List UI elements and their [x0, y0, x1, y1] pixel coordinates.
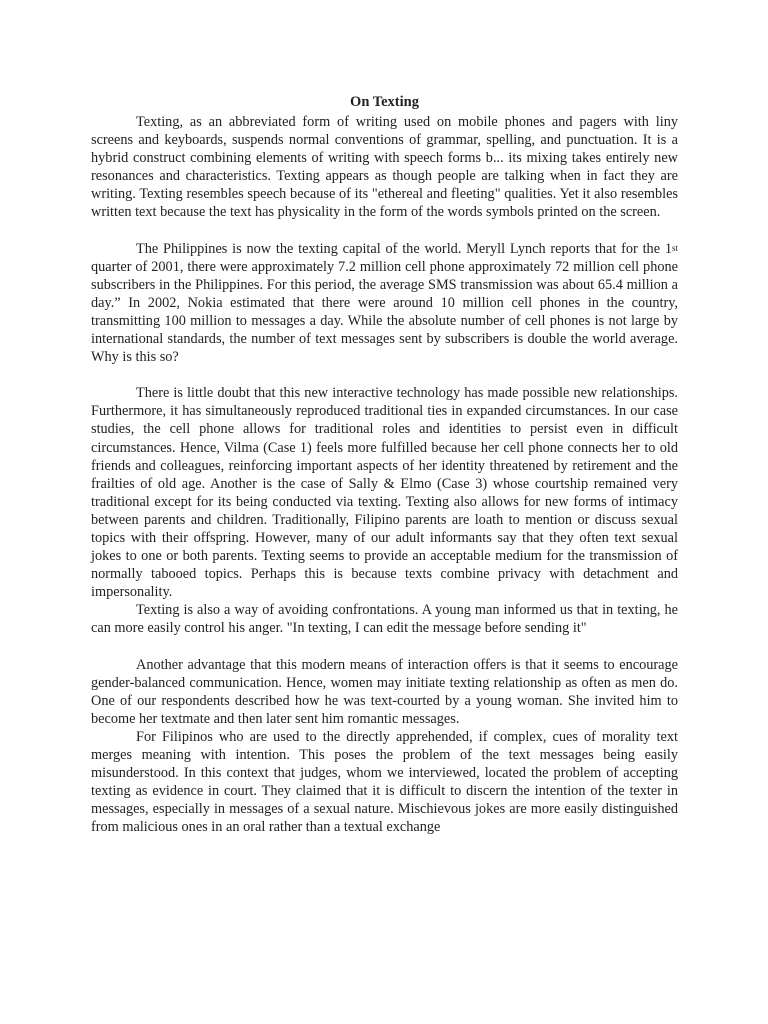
document-title: On Texting	[350, 94, 419, 110]
paragraph-gender-balanced: Another advantage that this modern means of interaction offers is that it seems to encourage gender-balanced communication. Hence, women may initiate texting relationship as often as men do. One of our respondents described how he was text-courted by a young woman. She invited him to become her textmate and then later sent him romantic messages.	[91, 656, 678, 727]
ordinal-superscript: st	[671, 242, 678, 253]
paragraph-text-before-sup: The Philippines is now the texting capital of the world. Meryll Lynch reports that for the 1	[136, 240, 672, 257]
paragraph-text-after-sup: quarter of 2001, there were approximately 7.2 million cell phone approximately 72 million cell phone subscribers in the Philippines. For this period, the average SMS transmission was about 65.4 million a day.” In 2002, Nokia estimated that there were around 10 million cell phones in the country, transmitting 100 million to messages a day. While the absolute number of cell phones is not large by international standards, the number of text messages sent by subscribers is double the world average. Why is this so?	[91, 258, 678, 366]
paragraph-texting-definition: Texting, as an abbreviated form of writing used on mobile phones and pagers with liny screens and keyboards, suspends normal conventions of grammar, spelling, and punctuation. It is a hybrid construct combining elements of writing with speech forms b... its mixing takes entirely new resonances and characteristics. Texting appears as though people are talking when in fact they are writing. Texting resembles speech because of its "ethereal and fleeting" qualities. Yet it also resembles written text because the text has physicality in the form of the words symbols printed on the screen.	[91, 114, 678, 221]
paragraph-new-relationships: There is little doubt that this new interactive technology has made possible new relationships. Furthermore, it has simultaneously reproduced traditional ties in expanded circumstances. In our case studies, the cell phone allows for traditional roles and identities to persist even in difficult circumstances. Hence, Vilma (Case 1) feels more fulfilled because her cell phone connects her to old friends and colleagues, reinforcing important aspects of her identity threatened by retirement and the frailties of old age. Another is the case of Sally & Elmo (Case 3) whose courtship remained very traditional except for its being conducted via texting. Texting also allows for new forms of intimacy between parents and children. Traditionally, Filipino parents are loath to mention or discuss sexual topics with their offspring. However, many of our adult informants say that they often text sexual jokes to one or both parents. Texting seems to provide an acceptable medium for the transmission of normally tabooed topics. Perhaps this is because texts combine privacy with detachment and impersonality.	[91, 385, 678, 601]
paragraph-morality-cues: For Filipinos who are used to the directly apprehended, if complex, cues of morality text merges meaning with intention. This poses the problem of the text messages being easily misunderstood. In this context that judges, whom we interviewed, located the problem of accepting texting as evidence in court. They claimed that it is difficult to discern the intention of the texter in messages, especially in messages of a sexual nature. Mischievous jokes are more easily distinguished from malicious ones in an oral rather than a textual exchange	[91, 728, 678, 836]
paragraph-philippines-capital	[91, 240, 678, 367]
paragraph-avoiding-confrontations: Texting is also a way of avoiding confrontations. A young man informed us that in texting, he can more easily control his anger. "In texting, I can edit the message before sending it"	[91, 602, 678, 637]
